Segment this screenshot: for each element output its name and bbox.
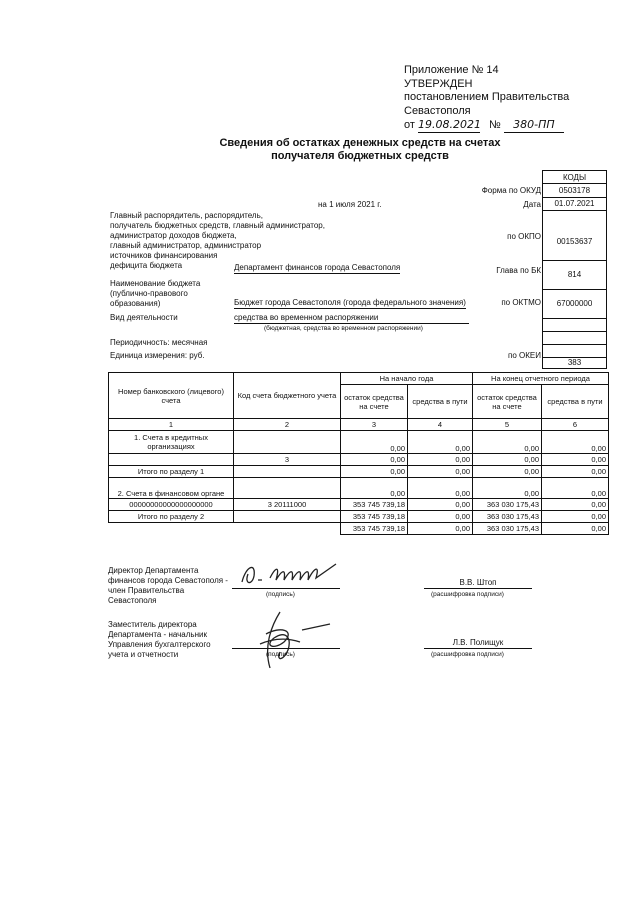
activity-label: Вид деятельности [110,313,178,322]
col-transit-start: средства в пути [408,385,473,419]
table-row: 2. Счета в финансовом органе 0,00 0,00 0,00 0,00 [109,478,609,499]
okud-label: Форма по ОКУД [481,186,541,195]
codes-header: КОДЫ [543,171,607,184]
director-name: В.В. Штоп [424,578,532,589]
activity-value: средства во временном распоряжении [234,313,469,324]
oktmo-code: 67000000 [543,289,607,318]
director-signature-icon [236,556,356,592]
deputy-sign-hint: (подпись) [266,651,295,658]
col-account-code: Код счета бюджетного учета [234,373,341,419]
col-transit-end: средства в пути [542,385,609,419]
admin-label: Главный распорядитель, распорядитель, получатель бюджетных средств, главный администратор, администратор доходов бюджета, главный администратор, администратор источников финансирования дефицита бюджета [110,211,325,270]
glava-label: Глава по БК [496,266,541,275]
deputy-decode-hint: (расшифровка подписи) [431,651,504,658]
approval-number: 380-ПП [504,118,564,133]
deputy-sign-line [232,648,340,649]
empty-code-1 [543,318,607,331]
col-balance-start: остаток средства на счете [341,385,408,419]
table-row: Итого по разделу 2 353 745 739,18 0,00 363 030 175,43 0,00 [109,511,609,523]
deputy-signature-icon [240,608,340,674]
approval-date: 19.08.2021 [417,118,481,131]
city-label: Севастополя [404,104,471,117]
okei-code: 383 [543,357,607,368]
empty-code-3 [543,344,607,357]
okud-code: 0503178 [543,184,607,197]
oktmo-label: по ОКТМО [501,298,541,307]
okpo-code: 00153637 [556,236,593,246]
group-year-start: На начало года [341,373,473,385]
table-row: Итого по разделу 1 0,00 0,00 0,00 0,00 [109,466,609,478]
resolution-label: постановлением Правительства [404,91,570,103]
table-row: 3 0,00 0,00 0,00 0,00 [109,454,609,466]
budget-value: Бюджет города Севастополя (города федерального значения) [234,298,466,307]
codes-table [542,170,607,369]
document-title: Сведения об остатках денежных средств на счетах получателя бюджетных средств [219,137,501,162]
appendix-number: Приложение № 14 [404,64,499,76]
deputy-title: Заместитель директора Департамента - начальник Управления бухгалтерского учета и отчетности [108,620,211,659]
okei-label: по ОКЕИ [508,351,541,360]
okpo-code-cell [543,210,607,260]
admin-value: Департамент финансов города Севастополя [234,263,401,272]
table-header-row-1 [109,373,609,385]
director-title: Директор Департамента финансов города Севастополя - член Правительства Севастополя [108,566,228,605]
date-label: Дата [523,200,541,209]
activity-hint: (бюджетная, средства во временном распоряжении) [264,325,423,332]
table-row: 00000000000000000000 3 20111000 353 745 739,18 0,00 363 030 175,43 0,00 [109,499,609,511]
glava-code: 814 [543,260,607,289]
budget-label: Наименование бюджета (публично-правового образования) [110,279,201,308]
date-code: 01.07.2021 [543,197,607,210]
director-sign-line [232,588,340,589]
director-decode-hint: (расшифровка подписи) [431,591,504,598]
empty-code-2 [543,331,607,344]
appendix-block [404,64,569,133]
col-account-number: Номер банковского (лицевого) счета [109,373,234,419]
deputy-name: Л.В. Полищук [424,638,532,649]
periodicity: Периодичность: месячная [110,338,208,347]
table-row: 1. Счета в кредитных организациях 0,00 0,00 0,00 0,00 [109,431,609,454]
col-balance-end: остаток средства на счете [473,385,542,419]
table-total-row: 353 745 739,18 0,00 363 030 175,43 0,00 [109,523,609,535]
okpo-label: по ОКПО [507,232,541,241]
table-numbers-row: 1 2 3 4 5 6 [109,419,609,431]
group-period-end: На конец отчетного периода [473,373,609,385]
report-date: на 1 июля 2021 г. [318,200,382,209]
date-number-line: от 19.08.2021 № 380-ПП [404,118,569,133]
director-sign-hint: (подпись) [266,591,295,598]
approved-label: УТВЕРЖДЕН [404,77,473,90]
balances-table [108,372,609,535]
unit: Единица измерения: руб. [110,351,205,360]
